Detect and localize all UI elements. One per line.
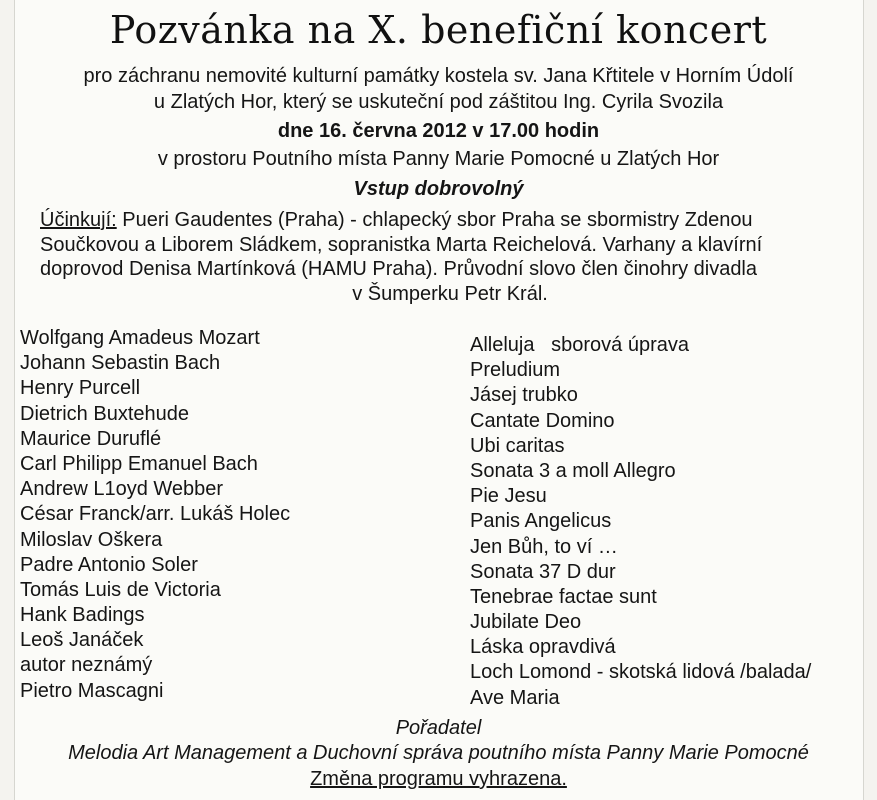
composer-item: Padre Antonio Soler (20, 553, 198, 576)
work-item: Jásej trubko (470, 384, 578, 407)
composer-item: Pietro Mascagni (20, 679, 164, 702)
composer-item: Johann Sebastin Bach (20, 352, 221, 375)
composer-item: Maurice Duruflé (20, 427, 162, 450)
work-list (470, 333, 811, 711)
composer-item: Carl Philipp Emanuel Bach (20, 452, 258, 475)
organizer-name: Melodia Art Management a Duchovní správa poutního místa Panny Marie Pomocné (68, 742, 809, 764)
work-item: Ave Maria (470, 686, 560, 709)
intro-line-2: u Zlatých Hor, který se uskuteční pod záštitou Ing. Cyrila Svozila (153, 91, 724, 113)
composer-item: Henry Purcell (20, 377, 141, 400)
concert-venue: v prostoru Poutního místa Panny Marie Pomocné u Zlatých Hor (157, 148, 720, 170)
program-change-note: Změna programu vyhrazena. (310, 768, 567, 790)
intro-line-1: pro záchranu nemovité kulturní památky kostela sv. Jana Křtitele v Horním Údolí (83, 65, 794, 87)
work-item: Jen Bůh, to ví … (470, 535, 618, 558)
composer-item: autor neznámý (20, 654, 153, 677)
concert-date: dne 16. června 2012 v 17.00 hodin (277, 120, 600, 142)
composer-item: Miloslav Oškera (20, 528, 163, 551)
performers-line-2: Součkovou a Liborem Sládkem, sopranistka Marta Reichelová. Varhany a klavírní (40, 233, 763, 256)
work-item: Cantate Domino (470, 409, 615, 432)
work-item: Ubi caritas (470, 434, 565, 457)
performers-line-4: v Šumperku Petr Král. (352, 282, 548, 305)
work-item: Panis Angelicus (470, 510, 612, 533)
composer-item: Tomás Luis de Victoria (20, 578, 221, 601)
admission-note: Vstup dobrovolný (353, 178, 524, 200)
composer-item: Leoš Janáček (20, 629, 144, 652)
composer-item: Wolfgang Amadeus Mozart (20, 327, 260, 349)
performers-line-1: Účinkují: Pueri Gaudentes (Praha) - chlapecký sbor Praha se sbormistry Zdenou (40, 209, 753, 231)
work-item: Jubilate Deo (470, 611, 582, 634)
work-item: Tenebrae factae sunt (470, 585, 657, 608)
work-item: Sonata 37 D dur (470, 560, 616, 583)
performers-label: Účinkují: (40, 209, 117, 231)
work-item: Láska opravdivá (470, 636, 616, 659)
work-item: Preludium (470, 359, 561, 382)
composer-item: Hank Badings (20, 604, 145, 627)
composer-list (20, 326, 290, 704)
work-item: Pie Jesu (470, 485, 547, 508)
work-item: Alleluja sborová úprava (470, 334, 690, 356)
work-item: Sonata 3 a moll Allegro (470, 459, 676, 482)
composer-item: César Franck/arr. Lukáš Holec (20, 503, 291, 526)
composer-item: Dietrich Buxtehude (20, 402, 189, 425)
composer-item: Andrew L1oyd Webber (20, 478, 224, 501)
invitation-title: Pozvánka na X. benefiční koncert (109, 8, 768, 52)
work-item: Loch Lomond - skotská lidová /balada/ (470, 661, 812, 684)
organizer-label: Pořadatel (395, 717, 482, 739)
performers-line-3: doprovod Denisa Martínková (HAMU Praha). Průvodní slovo člen činohry divadla (40, 258, 758, 280)
performers-section (40, 208, 860, 306)
